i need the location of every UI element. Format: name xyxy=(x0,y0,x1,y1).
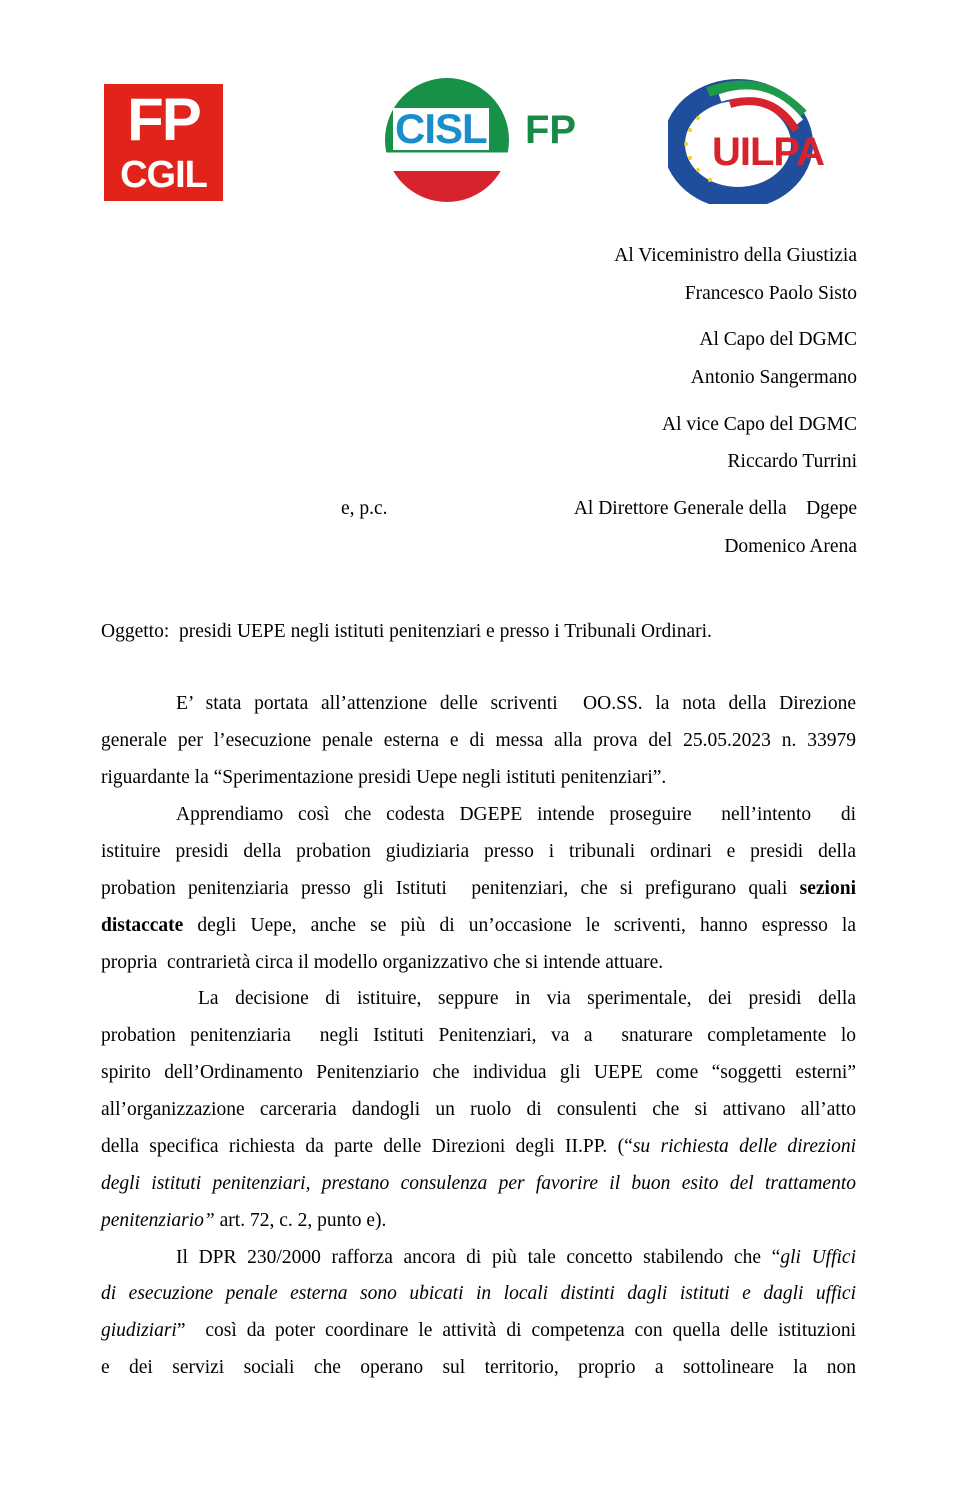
body-text: Il DPR 230/2000 rafforza ancora di più tale concetto stabilendo che “ xyxy=(176,1247,781,1268)
cisl-fp-logo-cisl: CISL xyxy=(395,105,487,152)
subject-line: Oggetto: presidi UEPE negli istituti penitenziari e presso i Tribunali Ordinari. xyxy=(101,621,712,642)
body-text: degli Uepe, anche se più di un’occasione le scriventi, hanno espresso la xyxy=(183,915,856,936)
italic-quote: gli Uffici xyxy=(780,1247,856,1268)
italic-quote: di esecuzione penale esterna sono ubicati in locali distinti dagli istituti e dagli uffici xyxy=(101,1283,856,1304)
body-line: istituire presidi della probation giudiziaria presso i tribunali ordinari e presidi della xyxy=(101,841,856,862)
body-text: della specifica richiesta da parte delle Direzioni degli II.PP. (“ xyxy=(101,1136,633,1157)
body-line: spirito dell’Ordinamento Penitenziario che individua gli UEPE come “soggetti esterni” xyxy=(101,1062,856,1083)
body-line xyxy=(101,877,856,901)
fp-cgil-logo-cgil: CGIL xyxy=(120,154,207,196)
cc-recipient-name: Domenico Arena xyxy=(724,536,857,557)
fp-cgil-logo-fp: FP xyxy=(127,86,200,153)
italic-quote: su richiesta delle direzioni xyxy=(632,1136,856,1157)
body-line: probation penitenziaria negli Istituti Penitenziari, va a snaturare completamente lo xyxy=(101,1025,856,1046)
italic-quote: giudiziari xyxy=(101,1320,177,1341)
body-line xyxy=(101,914,856,938)
recipient-name: Riccardo Turrini xyxy=(727,451,857,472)
body-text: art. 72, c. 2, punto e). xyxy=(214,1210,387,1231)
body-text: probation penitenziaria presso gli Istituti penitenziari, che si prefigurano quali xyxy=(101,878,800,899)
recipient-role: Al vice Capo del DGMC xyxy=(662,414,857,435)
body-line: Apprendiamo così che codesta DGEPE intende proseguire nell’intento di xyxy=(176,804,856,825)
body-line: e dei servizi sociali che operano sul territorio, proprio a sottolineare la non xyxy=(101,1357,856,1378)
body-line xyxy=(101,1135,856,1159)
body-line xyxy=(101,1319,856,1343)
uilpa-logo-text: UILPA xyxy=(712,130,825,174)
body-line xyxy=(176,1246,856,1270)
body-line xyxy=(101,1209,856,1233)
cc-recipient-role: Al Direttore Generale della Dgepe xyxy=(573,498,857,519)
bold-text: distaccate xyxy=(101,915,184,936)
recipient-role: Al Capo del DGMC xyxy=(699,329,857,350)
body-line: generale per l’esecuzione penale esterna e di messa alla prova del 25.05.2023 n. 33979 xyxy=(101,730,856,751)
body-line: La decisione di istituire, seppure in via sperimentale, dei presidi della xyxy=(198,988,856,1009)
cisl-fp-logo-fp: FP xyxy=(525,108,577,152)
cisl-fp-logo xyxy=(383,76,578,204)
italic-quote: degli istituti penitenziari, prestano consulenza per favorire il buon esito del trattamento xyxy=(101,1173,856,1194)
italic-quote: penitenziario” xyxy=(101,1210,215,1231)
body-line: riguardante la “Sperimentazione presidi Uepe negli istituti penitenziari”. xyxy=(101,767,667,788)
body-line: propria contrarietà circa il modello organizzativo che si intende attuare. xyxy=(101,952,664,973)
uilpa-logo xyxy=(668,74,858,204)
recipient-name: Francesco Paolo Sisto xyxy=(684,283,857,304)
recipient-name: Antonio Sangermano xyxy=(690,367,857,388)
body-text: ” così da poter coordinare le attività di competenza con quella delle istituzioni xyxy=(176,1320,856,1341)
body-line: all’organizzazione carceraria dandogli un ruolo di consulenti che si attivano all’atto xyxy=(101,1099,856,1120)
cc-label: e, p.c. xyxy=(341,498,388,519)
bold-text: sezioni xyxy=(799,878,856,899)
body-line: E’ stata portata all’attenzione delle scriventi OO.SS. la nota della Direzione xyxy=(176,693,856,714)
recipient-role: Al Viceministro della Giustizia xyxy=(614,245,857,266)
fp-cgil-logo xyxy=(104,84,223,201)
